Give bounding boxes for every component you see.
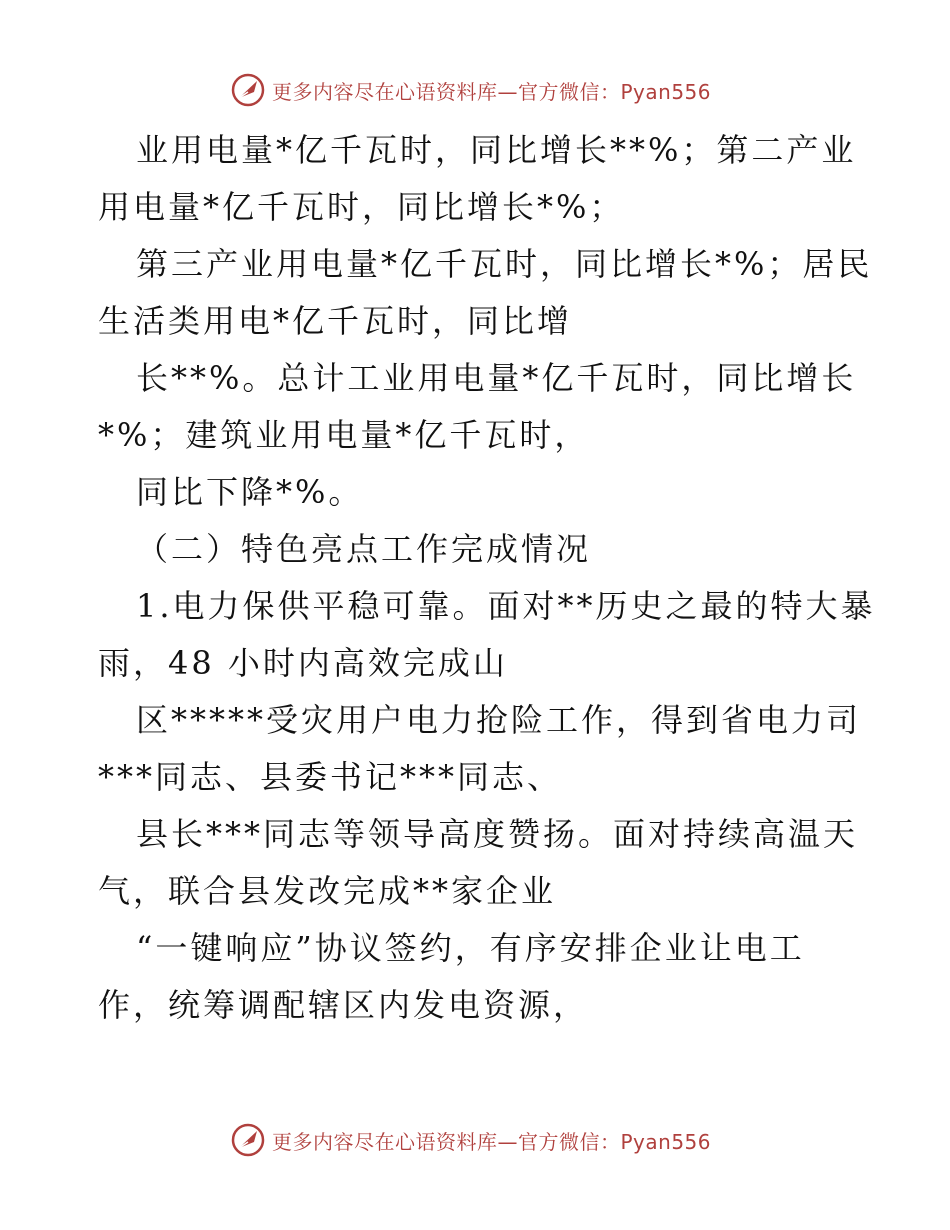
text-line: 用电量*亿千瓦时，同比增长*%； (98, 188, 625, 226)
text-line: 气，联合县发改完成**家企业 (98, 872, 557, 910)
text-line: 雨，48 小时内高效完成山 (98, 644, 508, 682)
text-line: 长**%。总计工业用电量*亿千瓦时，同比增长 (136, 359, 857, 397)
text-line: 生活类用电*亿千瓦时，同比增 (98, 302, 573, 340)
header-watermark (230, 70, 750, 110)
text-line: 同比下降*%。 (136, 473, 364, 511)
text-line: 第三产业用电量*亿千瓦时，同比增长*%；居民 (136, 245, 873, 283)
paragraph (98, 122, 876, 1034)
text-line: “一键响应”协议签约，有序安排企业让电工 (136, 929, 805, 967)
watermark-text: 更多内容尽在心语资料库—官方微信：Pyan556 (272, 1129, 712, 1154)
text-line: 1.电力保供平稳可靠。面对**历史之最的特大暴 (136, 587, 876, 625)
text-line: 作，统筹调配辖区内发电资源， (98, 986, 589, 1024)
text-line: 业用电量*亿千瓦时，同比增长**%；第二产业 (136, 131, 857, 169)
text-line: *%；建筑业用电量*亿千瓦时， (98, 416, 590, 454)
text-line: 县长***同志等领导高度赞扬。面对持续高温天 (136, 815, 859, 853)
quill-logo-icon (230, 1122, 266, 1158)
text-line: 区*****受灾用户电力抢险工作，得到省电力司 (136, 701, 862, 739)
quill-logo-icon (230, 72, 266, 108)
text-line: （二）特色亮点工作完成情况 (136, 530, 592, 568)
watermark-text: 更多内容尽在心语资料库—官方微信：Pyan556 (272, 79, 712, 104)
document-body (98, 122, 876, 1034)
footer-watermark (230, 1120, 750, 1160)
text-line: ***同志、县委书记***同志、 (98, 758, 563, 796)
